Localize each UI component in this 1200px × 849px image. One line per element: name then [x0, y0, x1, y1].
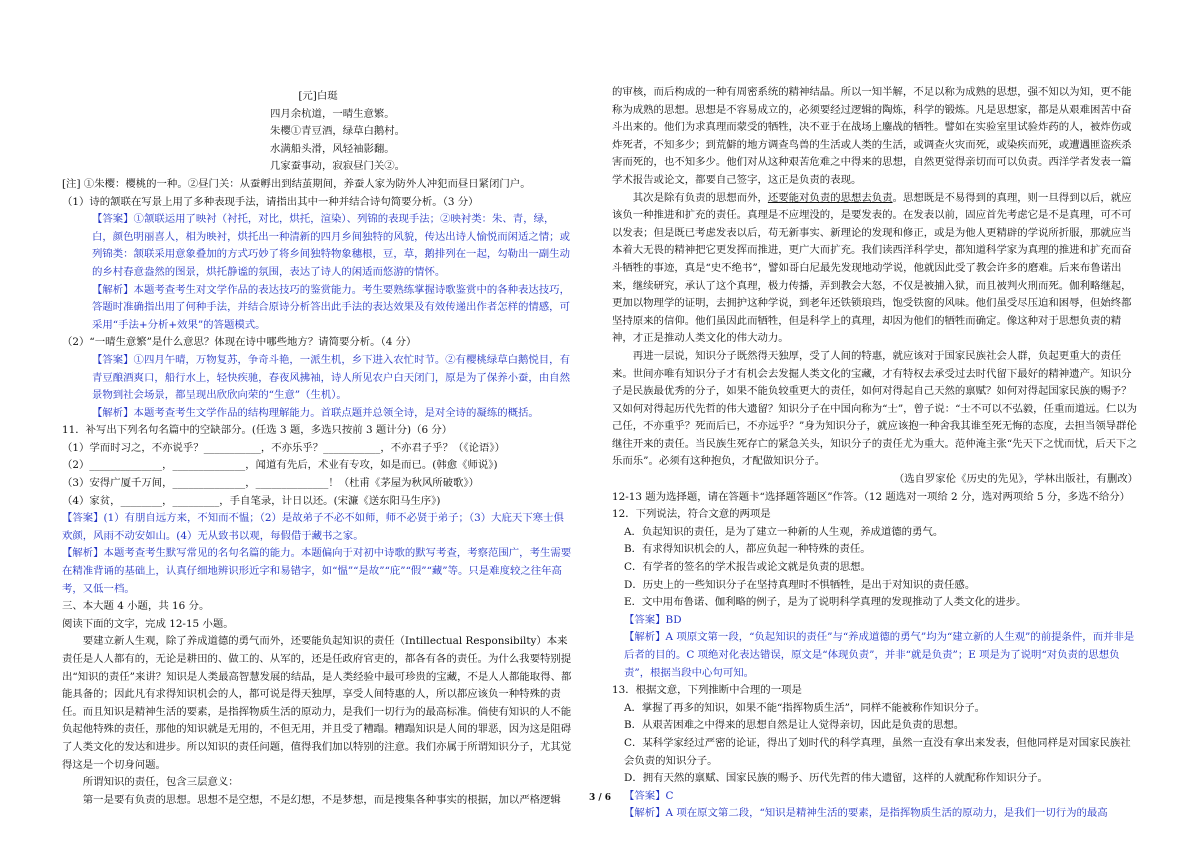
- passage-source: （选自罗家伦《历史的先见》，学林出版社，有删改）: [893, 473, 1138, 486]
- option-item: A．掌握了再多的知识，如果不能“指挥物质生活”，同样不能被称作知识分子。: [624, 701, 986, 714]
- question-11: 11．补写出下列名句名篇中的空缺部分。(任选 3 题，多选只按前 3 题计分)（6 分）: [62, 424, 453, 437]
- question-12: 12．下列说法，符合文意的两项是: [612, 508, 771, 521]
- option-item: E．文中用布鲁诺、伽利略的例子，是为了说明科学真理的发现推动了人类文化的进步。: [624, 596, 1027, 609]
- analysis-1: 【解析】本题考查考生对文学作品的表达技巧的鉴赏能力。考生要熟练掌握诗歌鉴赏中的各种表达技巧，答题时准确指出用了何种手法，并结合原诗分析答出此手法的表达效果及有效传递出作者怎样的情感，可采用“手法+分析+效果”的答题模式。: [92, 283, 570, 331]
- poem-line: 四月余杭道，一晴生意繁。: [270, 107, 395, 120]
- poem-note: [注] ①朱樱：樱桃的一种。②昼门关：从蚕孵出到结茧期间，养蚕人家为防外人冲犯而昼日紧闭门户。: [62, 177, 531, 190]
- passage-paragraph: 再进一层说，知识分子既然得天独厚，受了人间的特惠，就应该对于国家民族社会人群，负起更重大的责任来。世间亦唯有知识分子才有机会去发掘人类文化的宝藏，才有特权去承受过去时代留下最好的精神遗产。知识分子是民族最优秀的分子，如果不能负较重更大的责任，如何对得起自己天然的禀赋？如何对得起国家民族的赐予？又如何对得起历代先哲的伟大遗留？知识分子在中国向称为“士”，曾子说：“士不可以不弘毅，任重而道远。仁以为己任，不亦重乎？死而后已，不亦远乎？”身为知识分子，就应该抱一种舍我其谁至死无悔的态度，去担当领导群伦继往开来的责任。当民族生死存亡的紧急关头，知识分子的责任尤为重大。范仲淹主张“先天下之忧而忧，后天下之乐而乐”。必须有这种抱负，才配做知识分子。: [612, 349, 1138, 468]
- question-13: 13．根据文意，下列推断中合理的一项是: [612, 684, 802, 697]
- question-11-item: （4）家贫，________，_________，手自笔录，计日以还。(宋濂《送东阳马生序》): [62, 494, 441, 507]
- analysis-12: 【解析】A 项原文第一段，“负起知识的责任”与“养成道德的勇气”均为“建立新的人生观”的前提条件，而并非是后者的目的。C 项绝对化表达错误，原文是“体现负责”，并非“就是负责”；E 项是为了说明“对负责的思想负责”，根据当段中心句可知。: [624, 631, 1135, 679]
- passage-paragraph: 要建立新人生观，除了养成道德的勇气而外，还要能负起知识的责任（Intillectual Responsibilty）本来责任是人人都有的，无论是耕田的、做工的、从军的，还是任政府官吏的，都各有各的责任。为什么我要特别提出“知识的责任”来讲？知识是人类最高智慧发展的结晶，是人类经验中最可珍贵的宝藏，不是人人都能取得、都能具备的；因此凡有求得知识机会的人，都可说是得天独厚，享受人间特惠的人，所以都应该负一种特殊的责任。而且知识是精神生活的要素，是指挥物质生活的原动力，是我们一切行为的最高标准。倘使有知识的人不能负起他特殊的责任，那他的知识就是无用的，不但无用，并且受了糟蹋。糟蹋知识是人间的罪恶，因为这是阻碍了人类文化的发达和进步。所以知识的责任问题，值得我们加以特别的注意。我们亦属于所谓知识分子，尤其觉得这是一个切身问题。: [62, 635, 572, 771]
- analysis-2: 【解析】本题考查考生文学作品的结构理解能力。首联点题并总领全诗，是对全诗的凝练的概括。: [92, 406, 539, 419]
- answer-1: 【答案】①颔联运用了映衬（衬托，对比，烘托，渲染）、列锦的表现手法；②映衬类：朱、青，绿，白，颜色明丽喜人，相为映衬，烘托出一种清新的四月乡间独特的风貌，传达出诗人愉悦而闲适之情；或列锦类：颔联采用意象叠加的方式巧妙了将乡间独特物象穗根，豆，草，鹅排列在一起，勾勒出一副生动的乡村春意盎然的图景，烘托静谧的氛围，表达了诗人的闲适而悠游的情怀。: [92, 213, 570, 278]
- option-item: D．历史上的一些知识分子在坚持真理时不惧牺牲，是出于对知识的责任感。: [624, 578, 976, 591]
- text-run: 。思想既是不易得到的真理，则一旦得到以后，就应该负一种推进和扩充的责任。真理是不应埋没的，是要发表的。在发表以前，固应首先考虑它是不是真理，可不可以发表；但是既已考虑发表以后，苟无新事实、新理论的发现和修正，或是为他人更精辟的学说所折服，那就应当本着大无畏的精神把它更发挥而推进，更广大而扩充。我们读西洋科学史，都知道科学家为真理的推进和扩充而奋斗牺牲的事迹，真是“史不绝书”，譬如哥白尼最先发现地动学说，他就因此受了教会许多的磨难。后来布鲁诺出来，继续研究，承认了这个真理，极力传播，弄到教会大怒，不仅是被捕入狱，而且被判火刑而死。伽利略继起，更加以物理学的证明，去拥护这种学说，到老年还铁锁琅珰，饱受铁窗的风味。他们虽受尽压迫和困辱，但始终都坚持原来的信仰。他们虽因此而牺牲，但是科学上的真理，却因为他们的牺牲而确定。像这种对于思想负责的精神，才正是推动人类文化的伟大动力。: [612, 191, 1132, 345]
- poem-line: 水满船头滑，风轻袖影翻。: [270, 142, 395, 155]
- answer-12: 【答案】BD: [624, 613, 682, 626]
- poem-line: 朱樱①青豆酒，绿草白鹅村。: [270, 125, 406, 138]
- question-2: （2）“一晴生意繁”是什么意思？体现在诗中哪些地方？请简要分析。（4 分）: [62, 336, 417, 349]
- answer-13: 【答案】C: [624, 789, 674, 802]
- underlined-sentence: 还要能对负责的思想去负责: [767, 191, 893, 204]
- right-column: [612, 84, 1138, 823]
- reading-intro: 阅读下面的文字，完成 12-15 小题。: [62, 617, 234, 630]
- option-item: D．拥有天然的禀赋、国家民族的赐予、历代先哲的伟大遗留，这样的人就配称作知识分子。: [624, 772, 1048, 785]
- left-column: [62, 88, 574, 809]
- option-item: A．负起知识的责任，是为了建立一种新的人生观，养成道德的勇气。: [624, 525, 944, 538]
- poem-author: [元]白珽: [298, 90, 338, 102]
- page-number: 3 / 6: [588, 793, 612, 803]
- option-item: B．有求得知识机会的人，都应负起一种特殊的责任。: [624, 543, 871, 556]
- passage-paragraph: 的审核，而后构成的一种有周密系统的精神结晶。所以一知半解，不足以称为成熟的思想，强不知以为知，更不能称为成熟的思想。思想是不容易成立的，必须要经过逻辑的陶炼，科学的锻炼。凡是思想家，都是从艰难困苦中奋斗出来的。他们为求真理而蒙受的牺牲，决不亚于在战场上鏖战的牺牲。譬如在实验室里试验炸药的人，被炸伤或炸死者，不知多少；到荒僻的地方调查鸟兽的生活或人类的生活，或调查火灾而死，或染疾而死，或遭遇匪盗疾杀害而死的，也不知多少。他们对从这种艰苦危难之中得来的思想，自然更觉得亲切而可以负责。西洋学者发表一篇学术报告或论文，都要自己签字，这正是负责的表现。: [612, 86, 1132, 186]
- option-item: C．某科学家经过严密的论证，得出了划时代的科学真理，虽然一直没有拿出来发表，但他同样是对国家民族社会负责的知识分子。: [624, 736, 1131, 767]
- answer-11: 【答案】(1）有朋自远方来，不知而不愠；（2）是故弟子不必不如师，师不必贤于弟子；（3）大庇天下寒士俱欢颜，风雨不动安如山。(4）无从致书以观，每假借于藏书之家。: [62, 512, 564, 542]
- mcq-instructions: 12-13 题为选择题，请在答题卡“选择题答题区”作答。（12 题选对一项给 2 分，选对两项给 5 分，多选不给分）: [612, 490, 1131, 503]
- option-item: C．有学者的签名的学术报告或论文就是负责的思想。: [624, 561, 871, 574]
- question-11-item: （3）安得广厦千万间，______________，______________！（杜甫《茅屋为秋风所破歌》）: [62, 477, 480, 490]
- text-run: 其次是除有负责的思想而外，: [632, 191, 768, 204]
- passage-paragraph: 第一是要有负责的思想。思想不是空想，不是幻想，不是梦想，而是搜集各种事实的根据，加以严格逻辑: [82, 793, 561, 806]
- passage-paragraph: [612, 190, 1138, 348]
- passage-paragraph: 所谓知识的责任，包含三层意义：: [82, 776, 239, 789]
- section-heading: 三、本大题 4 小题，共 16 分。: [62, 600, 210, 613]
- analysis-11: 【解析】本题考查考生默写常见的名句名篇的能力。本题偏向于对初中诗歌的默写考查，考察范围广，考生需要在精准背诵的基础上，认真仔细地辨识形近字和易错字，如“愠”“是故”“庇”“假”“藏”等。只是难度较之往年高考，又低一档。: [62, 547, 572, 595]
- answer-2: 【答案】①四月午晴，万物复苏，争奇斗艳，一派生机，乡下进入农忙时节。②有樱桃绿草白鹅悦目，有青豆酿酒爽口，船行水上，轻快疾驰，春夜风拂袖，诗人所见农户白天闭门，原是为了保养小蚕，由自然景物到社会场景，都呈现出欣欣向荣的“生意”（生机）。: [92, 353, 570, 402]
- analysis-13: 【解析】A 项在原文第二段，“知识是精神生活的要素，是指挥物质生活的原动力，是我们一切行为的最高: [624, 807, 1108, 820]
- question-1: （1）诗的颔联在写景上用了多种表现手法，请指出其中一种并结合诗句简要分析。（3 分）: [62, 195, 479, 208]
- question-11-item: （2）______________，______________，闻道有先后，术业有专攻，如是而已。(韩愈《师说》): [62, 459, 498, 472]
- option-item: B．从艰苦困难之中得来的思想自然是让人觉得亲切，因此是负责的思想。: [624, 719, 965, 732]
- question-11-item: （1）学而时习之，不亦说乎？___________，不亦乐乎？___________，不亦君子乎？（《论语》）: [62, 441, 506, 454]
- poem-line: 几家蚕事动，寂寂昼门关②。: [270, 160, 406, 173]
